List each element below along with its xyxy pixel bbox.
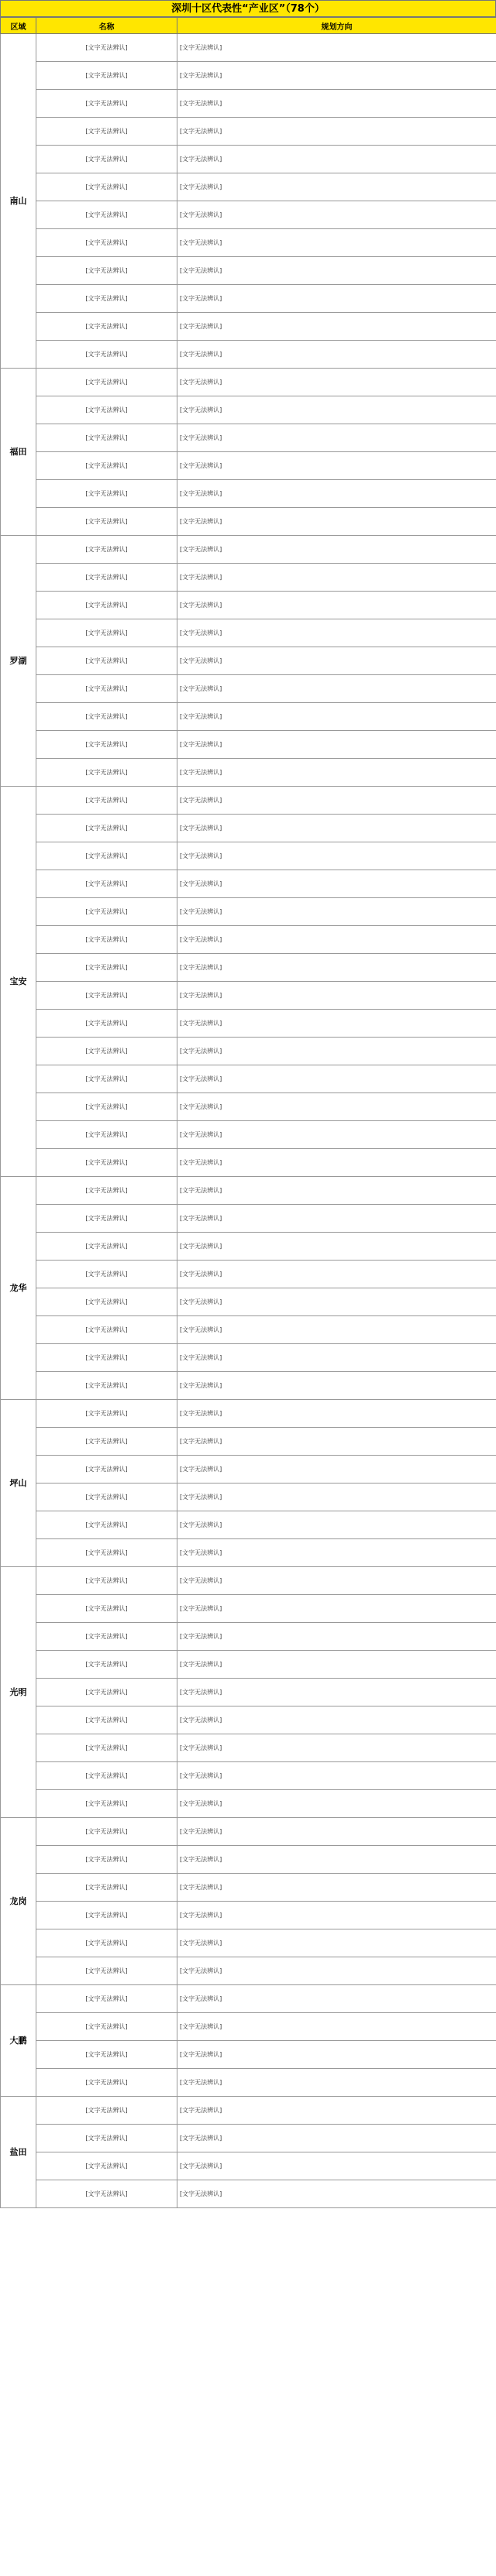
- table-row: [1, 173, 496, 201]
- planning-direction-cell: [文字无法辨认]: [177, 1790, 496, 1818]
- planning-direction-cell: [文字无法辨认]: [177, 201, 496, 229]
- table-row: [1, 1121, 496, 1149]
- zone-name-cell: [文字无法辨认]: [36, 2180, 177, 2208]
- zone-name-cell: [文字无法辨认]: [36, 1539, 177, 1567]
- zone-name-cell: [文字无法辨认]: [36, 1316, 177, 1344]
- planning-direction-cell: [文字无法辨认]: [177, 1038, 496, 1065]
- zone-name-cell: [文字无法辨认]: [36, 787, 177, 815]
- zone-name-cell: [文字无法辨认]: [36, 1261, 177, 1288]
- zone-name-cell: [文字无法辨认]: [36, 452, 177, 480]
- table-row: [1, 1400, 496, 1428]
- table-row: [1, 62, 496, 90]
- table-header-row: [1, 18, 496, 34]
- planning-direction-cell: [文字无法辨认]: [177, 1177, 496, 1205]
- table-row: [1, 926, 496, 954]
- zone-name-cell: [文字无法辨认]: [36, 1205, 177, 1233]
- planning-direction-cell: [文字无法辨认]: [177, 229, 496, 257]
- table-row: [1, 34, 496, 62]
- zone-name-cell: [文字无法辨认]: [36, 341, 177, 369]
- zone-name-cell: [文字无法辨认]: [36, 1093, 177, 1121]
- planning-direction-cell: [文字无法辨认]: [177, 759, 496, 787]
- district-cell: 盐田: [1, 2097, 36, 2208]
- column-header-name: 名称: [36, 18, 177, 34]
- zone-name-cell: [文字无法辨认]: [36, 1233, 177, 1261]
- table-row: [1, 647, 496, 675]
- table-row: [1, 257, 496, 285]
- planning-direction-cell: [文字无法辨认]: [177, 703, 496, 731]
- table-row: [1, 1957, 496, 1985]
- planning-direction-cell: [文字无法辨认]: [177, 1651, 496, 1679]
- zone-name-cell: [文字无法辨认]: [36, 1511, 177, 1539]
- table-row: [1, 1679, 496, 1706]
- zone-name-cell: [文字无法辨认]: [36, 118, 177, 146]
- table-row: [1, 1177, 496, 1205]
- zone-name-cell: [文字无法辨认]: [36, 536, 177, 564]
- zone-name-cell: [文字无法辨认]: [36, 508, 177, 536]
- table-row: [1, 452, 496, 480]
- zone-name-cell: [文字无法辨认]: [36, 1790, 177, 1818]
- table-row: [1, 1038, 496, 1065]
- zone-name-cell: [文字无法辨认]: [36, 954, 177, 982]
- table-row: [1, 787, 496, 815]
- planning-direction-cell: [文字无法辨认]: [177, 1233, 496, 1261]
- planning-direction-cell: [文字无法辨认]: [177, 1121, 496, 1149]
- zone-name-cell: [文字无法辨认]: [36, 424, 177, 452]
- zone-name-cell: [文字无法辨认]: [36, 1344, 177, 1372]
- table-row: [1, 508, 496, 536]
- zone-name-cell: [文字无法辨认]: [36, 1149, 177, 1177]
- table-row: [1, 1929, 496, 1957]
- table-row: [1, 982, 496, 1010]
- planning-direction-cell: [文字无法辨认]: [177, 1288, 496, 1316]
- zone-name-cell: [文字无法辨认]: [36, 229, 177, 257]
- planning-direction-cell: [文字无法辨认]: [177, 1846, 496, 1874]
- column-header-direction: 规划方向: [177, 18, 496, 34]
- zone-name-cell: [文字无法辨认]: [36, 2013, 177, 2041]
- table-row: [1, 396, 496, 424]
- planning-direction-cell: [文字无法辨认]: [177, 146, 496, 173]
- table-row: [1, 2013, 496, 2041]
- zone-name-cell: [文字无法辨认]: [36, 1706, 177, 1734]
- zone-name-cell: [文字无法辨认]: [36, 2041, 177, 2069]
- zone-name-cell: [文字无法辨认]: [36, 1372, 177, 1400]
- zone-name-cell: [文字无法辨认]: [36, 1065, 177, 1093]
- table-row: [1, 285, 496, 313]
- planning-direction-cell: [文字无法辨认]: [177, 1010, 496, 1038]
- zone-name-cell: [文字无法辨认]: [36, 1679, 177, 1706]
- zone-name-cell: [文字无法辨认]: [36, 1651, 177, 1679]
- district-cell: 大鹏: [1, 1985, 36, 2097]
- planning-direction-cell: [文字无法辨认]: [177, 1762, 496, 1790]
- zone-name-cell: [文字无法辨认]: [36, 1818, 177, 1846]
- district-cell: 龙岗: [1, 1818, 36, 1985]
- planning-direction-cell: [文字无法辨认]: [177, 369, 496, 396]
- table-row: [1, 146, 496, 173]
- planning-direction-cell: [文字无法辨认]: [177, 2041, 496, 2069]
- table-row: [1, 1902, 496, 1929]
- planning-direction-cell: [文字无法辨认]: [177, 1261, 496, 1288]
- table-row: [1, 1484, 496, 1511]
- zone-name-cell: [文字无法辨认]: [36, 285, 177, 313]
- zone-name-cell: [文字无法辨认]: [36, 1623, 177, 1651]
- planning-direction-cell: [文字无法辨认]: [177, 1372, 496, 1400]
- zone-name-cell: [文字无法辨认]: [36, 1902, 177, 1929]
- district-cell: 宝安: [1, 787, 36, 1177]
- planning-direction-cell: [文字无法辨认]: [177, 1093, 496, 1121]
- table-row: [1, 341, 496, 369]
- planning-direction-cell: [文字无法辨认]: [177, 34, 496, 62]
- planning-direction-cell: [文字无法辨认]: [177, 285, 496, 313]
- table-row: [1, 2152, 496, 2180]
- zone-name-cell: [文字无法辨认]: [36, 1038, 177, 1065]
- zone-name-cell: [文字无法辨认]: [36, 703, 177, 731]
- zone-name-cell: [文字无法辨认]: [36, 34, 177, 62]
- table-row: [1, 1734, 496, 1762]
- district-cell: 坪山: [1, 1400, 36, 1567]
- planning-direction-cell: [文字无法辨认]: [177, 787, 496, 815]
- planning-direction-cell: [文字无法辨认]: [177, 592, 496, 619]
- table-row: [1, 201, 496, 229]
- zone-name-cell: [文字无法辨认]: [36, 1846, 177, 1874]
- table-row: [1, 898, 496, 926]
- table-row: [1, 870, 496, 898]
- district-cell: 福田: [1, 369, 36, 536]
- planning-direction-cell: [文字无法辨认]: [177, 257, 496, 285]
- table-row: [1, 2125, 496, 2152]
- planning-direction-cell: [文字无法辨认]: [177, 1344, 496, 1372]
- zone-name-cell: [文字无法辨认]: [36, 369, 177, 396]
- table-row: [1, 842, 496, 870]
- table-row: [1, 1846, 496, 1874]
- table-row: [1, 954, 496, 982]
- zone-name-cell: [文字无法辨认]: [36, 1121, 177, 1149]
- table-row: [1, 2180, 496, 2208]
- zone-name-cell: [文字无法辨认]: [36, 870, 177, 898]
- zone-name-cell: [文字无法辨认]: [36, 173, 177, 201]
- zone-name-cell: [文字无法辨认]: [36, 2125, 177, 2152]
- planning-direction-cell: [文字无法辨认]: [177, 341, 496, 369]
- district-cell: 南山: [1, 34, 36, 369]
- table-body: [1, 34, 496, 2208]
- district-cell: 罗湖: [1, 536, 36, 787]
- zone-name-cell: [文字无法辨认]: [36, 1484, 177, 1511]
- planning-direction-cell: [文字无法辨认]: [177, 536, 496, 564]
- planning-direction-cell: [文字无法辨认]: [177, 62, 496, 90]
- table-row: [1, 1595, 496, 1623]
- table-row: [1, 1316, 496, 1344]
- table-row: [1, 1065, 496, 1093]
- zone-name-cell: [文字无法辨认]: [36, 1177, 177, 1205]
- table-row: [1, 564, 496, 592]
- zone-name-cell: [文字无法辨认]: [36, 257, 177, 285]
- table-row: [1, 703, 496, 731]
- planning-direction-cell: [文字无法辨认]: [177, 1734, 496, 1762]
- planning-direction-cell: [文字无法辨认]: [177, 1400, 496, 1428]
- planning-direction-cell: [文字无法辨认]: [177, 2097, 496, 2125]
- table-row: [1, 2097, 496, 2125]
- zone-name-cell: [文字无法辨认]: [36, 146, 177, 173]
- zone-name-cell: [文字无法辨认]: [36, 1985, 177, 2013]
- planning-direction-cell: [文字无法辨认]: [177, 1706, 496, 1734]
- planning-direction-cell: [文字无法辨认]: [177, 2013, 496, 2041]
- planning-direction-cell: [文字无法辨认]: [177, 2125, 496, 2152]
- zone-name-cell: [文字无法辨认]: [36, 675, 177, 703]
- table-row: [1, 1233, 496, 1261]
- table-row: [1, 675, 496, 703]
- column-header-district: 区域: [1, 18, 36, 34]
- zone-name-cell: [文字无法辨认]: [36, 62, 177, 90]
- table-row: [1, 1205, 496, 1233]
- planning-direction-cell: [文字无法辨认]: [177, 452, 496, 480]
- planning-direction-cell: [文字无法辨认]: [177, 118, 496, 146]
- table-row: [1, 1288, 496, 1316]
- zone-name-cell: [文字无法辨认]: [36, 842, 177, 870]
- zone-name-cell: [文字无法辨认]: [36, 759, 177, 787]
- table-row: [1, 1623, 496, 1651]
- planning-direction-cell: [文字无法辨认]: [177, 2152, 496, 2180]
- planning-direction-cell: [文字无法辨认]: [177, 1902, 496, 1929]
- zone-name-cell: [文字无法辨认]: [36, 1929, 177, 1957]
- district-cell: 龙华: [1, 1177, 36, 1400]
- table-row: [1, 229, 496, 257]
- table-row: [1, 1567, 496, 1595]
- planning-direction-cell: [文字无法辨认]: [177, 647, 496, 675]
- table-row: [1, 1428, 496, 1456]
- table-row: [1, 1344, 496, 1372]
- planning-direction-cell: [文字无法辨认]: [177, 731, 496, 759]
- planning-direction-cell: [文字无法辨认]: [177, 1428, 496, 1456]
- planning-direction-cell: [文字无法辨认]: [177, 173, 496, 201]
- zone-name-cell: [文字无法辨认]: [36, 201, 177, 229]
- planning-direction-cell: [文字无法辨认]: [177, 1818, 496, 1846]
- table-row: [1, 1149, 496, 1177]
- planning-direction-cell: [文字无法辨认]: [177, 313, 496, 341]
- table-row: [1, 731, 496, 759]
- zone-name-cell: [文字无法辨认]: [36, 647, 177, 675]
- planning-direction-cell: [文字无法辨认]: [177, 1595, 496, 1623]
- zone-name-cell: [文字无法辨认]: [36, 592, 177, 619]
- planning-direction-cell: [文字无法辨认]: [177, 1065, 496, 1093]
- table-row: [1, 1261, 496, 1288]
- table-row: [1, 1539, 496, 1567]
- table-row: [1, 1093, 496, 1121]
- planning-direction-cell: [文字无法辨认]: [177, 982, 496, 1010]
- zone-name-cell: [文字无法辨认]: [36, 982, 177, 1010]
- planning-direction-cell: [文字无法辨认]: [177, 1456, 496, 1484]
- zone-name-cell: [文字无法辨认]: [36, 619, 177, 647]
- planning-direction-cell: [文字无法辨认]: [177, 1484, 496, 1511]
- zone-name-cell: [文字无法辨认]: [36, 1428, 177, 1456]
- table-row: [1, 1456, 496, 1484]
- planning-direction-cell: [文字无法辨认]: [177, 1985, 496, 2013]
- zone-name-cell: [文字无法辨认]: [36, 731, 177, 759]
- planning-direction-cell: [文字无法辨认]: [177, 90, 496, 118]
- table-row: [1, 90, 496, 118]
- table-row: [1, 759, 496, 787]
- table-row: [1, 1706, 496, 1734]
- table-row: [1, 592, 496, 619]
- zone-name-cell: [文字无法辨认]: [36, 1567, 177, 1595]
- planning-direction-cell: [文字无法辨认]: [177, 1149, 496, 1177]
- table-row: [1, 619, 496, 647]
- zone-name-cell: [文字无法辨认]: [36, 1010, 177, 1038]
- zone-name-cell: [文字无法辨认]: [36, 1762, 177, 1790]
- planning-direction-cell: [文字无法辨认]: [177, 1205, 496, 1233]
- planning-direction-cell: [文字无法辨认]: [177, 1957, 496, 1985]
- zone-name-cell: [文字无法辨认]: [36, 815, 177, 842]
- table-row: [1, 424, 496, 452]
- zone-name-cell: [文字无法辨认]: [36, 1734, 177, 1762]
- table-row: [1, 313, 496, 341]
- planning-direction-cell: [文字无法辨认]: [177, 619, 496, 647]
- zone-name-cell: [文字无法辨认]: [36, 2152, 177, 2180]
- zone-name-cell: [文字无法辨认]: [36, 1400, 177, 1428]
- planning-direction-cell: [文字无法辨认]: [177, 842, 496, 870]
- planning-direction-cell: [文字无法辨认]: [177, 954, 496, 982]
- table-row: [1, 1762, 496, 1790]
- planning-direction-cell: [文字无法辨认]: [177, 1679, 496, 1706]
- zone-name-cell: [文字无法辨认]: [36, 2097, 177, 2125]
- table-row: [1, 1010, 496, 1038]
- zone-name-cell: [文字无法辨认]: [36, 396, 177, 424]
- zone-name-cell: [文字无法辨认]: [36, 1288, 177, 1316]
- planning-direction-cell: [文字无法辨认]: [177, 870, 496, 898]
- zone-name-cell: [文字无法辨认]: [36, 564, 177, 592]
- zone-name-cell: [文字无法辨认]: [36, 1595, 177, 1623]
- zone-name-cell: [文字无法辨认]: [36, 2069, 177, 2097]
- planning-direction-cell: [文字无法辨认]: [177, 815, 496, 842]
- planning-direction-cell: [文字无法辨认]: [177, 2069, 496, 2097]
- table-row: [1, 480, 496, 508]
- table-row: [1, 1874, 496, 1902]
- planning-direction-cell: [文字无法辨认]: [177, 1929, 496, 1957]
- table-row: [1, 369, 496, 396]
- district-cell: 光明: [1, 1567, 36, 1818]
- table-row: [1, 118, 496, 146]
- planning-direction-cell: [文字无法辨认]: [177, 508, 496, 536]
- planning-direction-cell: [文字无法辨认]: [177, 898, 496, 926]
- table-row: [1, 1651, 496, 1679]
- zone-name-cell: [文字无法辨认]: [36, 926, 177, 954]
- planning-direction-cell: [文字无法辨认]: [177, 396, 496, 424]
- table-row: [1, 1511, 496, 1539]
- planning-direction-cell: [文字无法辨认]: [177, 1874, 496, 1902]
- zone-name-cell: [文字无法辨认]: [36, 313, 177, 341]
- planning-direction-cell: [文字无法辨认]: [177, 564, 496, 592]
- zone-name-cell: [文字无法辨认]: [36, 1456, 177, 1484]
- planning-direction-cell: [文字无法辨认]: [177, 2180, 496, 2208]
- planning-direction-cell: [文字无法辨认]: [177, 1567, 496, 1595]
- zone-name-cell: [文字无法辨认]: [36, 480, 177, 508]
- table-row: [1, 1818, 496, 1846]
- planning-direction-cell: [文字无法辨认]: [177, 1511, 496, 1539]
- table-row: [1, 2069, 496, 2097]
- planning-direction-cell: [文字无法辨认]: [177, 926, 496, 954]
- planning-direction-cell: [文字无法辨认]: [177, 1316, 496, 1344]
- industry-zone-table: [0, 17, 496, 2208]
- table-row: [1, 815, 496, 842]
- zone-name-cell: [文字无法辨认]: [36, 1957, 177, 1985]
- zone-name-cell: [文字无法辨认]: [36, 90, 177, 118]
- table-row: [1, 1790, 496, 1818]
- table-row: [1, 1985, 496, 2013]
- page-title: 深圳十区代表性“产业区”（78个）: [0, 0, 496, 17]
- planning-direction-cell: [文字无法辨认]: [177, 424, 496, 452]
- table-row: [1, 2041, 496, 2069]
- table-row: [1, 536, 496, 564]
- table-row: [1, 1372, 496, 1400]
- planning-direction-cell: [文字无法辨认]: [177, 1623, 496, 1651]
- planning-direction-cell: [文字无法辨认]: [177, 1539, 496, 1567]
- planning-direction-cell: [文字无法辨认]: [177, 480, 496, 508]
- zone-name-cell: [文字无法辨认]: [36, 898, 177, 926]
- planning-direction-cell: [文字无法辨认]: [177, 675, 496, 703]
- zone-name-cell: [文字无法辨认]: [36, 1874, 177, 1902]
